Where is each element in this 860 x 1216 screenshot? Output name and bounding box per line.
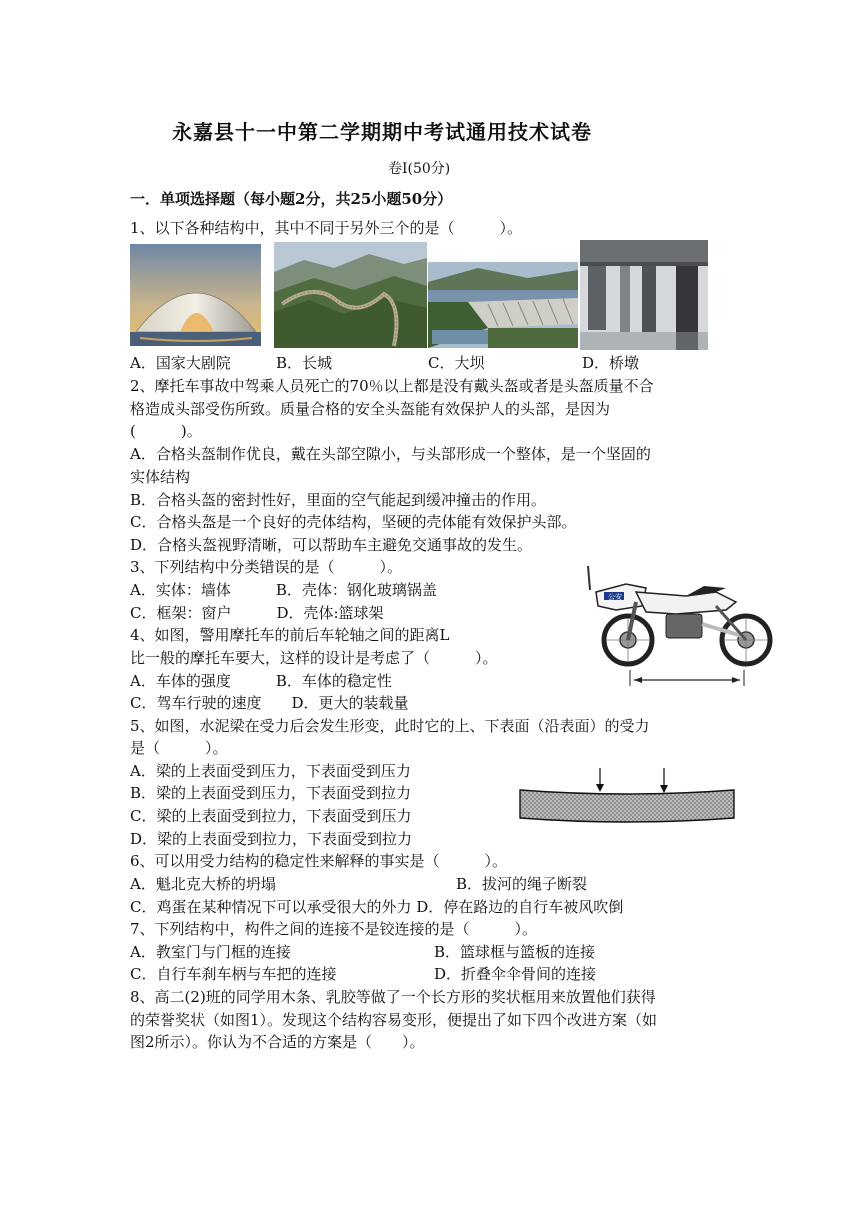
- q5-stem-line1: 5、如图，水泥梁在受力后会发生形变，此时它的上、下表面（沿表面）的受力: [130, 717, 650, 735]
- q1-option-d: D．桥墩: [582, 354, 640, 372]
- q2-stem-line1: 2、摩托车事故中驾乘人员死亡的70％以上都是没有戴头盔或者是头盔质量不合: [130, 377, 654, 395]
- q8-stem-line3: 图2所示）。你认为不合适的方案是（ ）。: [130, 1033, 425, 1051]
- q7-option-c: C．自行车刹车柄与车把的连接: [130, 965, 337, 983]
- q4-options-row2: C．驾车行驶的速度 D．更大的装载量: [130, 694, 409, 712]
- q7-stem: 7、下列结构中，构件之间的连接不是铰连接的是（ ）。: [130, 920, 538, 938]
- q5-option-d: D．梁的上表面受到拉力，下表面受到拉力: [130, 830, 413, 848]
- q7-option-b: B．篮球框与篮板的连接: [434, 943, 596, 961]
- q2-option-b: B．合格头盔的密封性好，里面的空气能起到缓冲撞击的作用。: [130, 491, 547, 509]
- q7-option-a: A．教室门与门框的连接: [130, 943, 291, 961]
- police-mark: 公安: [608, 593, 622, 601]
- q6-stem: 6、可以用受力结构的稳定性来解释的事实是（ ）。: [130, 852, 508, 870]
- dam-photo: [428, 262, 578, 348]
- great-wall-photo: [274, 242, 427, 348]
- q1-option-c: C．大坝: [428, 354, 485, 372]
- q2-option-d: D．合格头盔视野清晰，可以帮助车主避免交通事故的发生。: [130, 536, 533, 554]
- q4-stem-line1: 4、如图，警用摩托车的前后车轮轴之间的距离L: [130, 626, 450, 644]
- q6-option-a: A．魁北克大桥的坍塌: [130, 875, 276, 893]
- q5-stem-line2: 是（ ）。: [130, 739, 228, 757]
- police-motorcycle-figure: [576, 562, 776, 692]
- q3-stem: 3、下列结构中分类错误的是（ ）。: [130, 558, 403, 576]
- q3-options-row1: A．实体：墙体 B．壳体：钢化玻璃锅盖: [130, 581, 437, 599]
- section-heading: 一．单项选择题（每小题2分，共25小题50分）: [130, 190, 453, 208]
- bridge-pier-photo: [580, 240, 708, 350]
- q7-option-d: D．折叠伞伞骨间的连接: [434, 965, 597, 983]
- q5-option-c: C．梁的上表面受到拉力，下表面受到压力: [130, 807, 412, 825]
- q6-option-b: B．拔河的绳子断裂: [456, 875, 588, 893]
- q8-stem-line1: 8、高二(2)班的同学用木条、乳胶等做了一个长方形的奖状框用来放置他们获得: [130, 988, 656, 1006]
- concrete-beam-figure: [516, 764, 738, 830]
- q6-options-cd: C．鸡蛋在某种情况下可以承受很大的外力 D．停在路边的自行车被风吹倒: [130, 898, 624, 916]
- q2-stem-line2: 格造成头部受伤所致。质量合格的安全头盔能有效保护人的头部，是因为: [130, 400, 611, 418]
- q5-option-a: A．梁的上表面受到压力，下表面受到压力: [130, 762, 411, 780]
- q2-option-a-line2: 实体结构: [130, 468, 191, 486]
- q2-stem-line3: ( )。: [130, 422, 202, 440]
- q5-option-b: B．梁的上表面受到压力，下表面受到拉力: [130, 784, 412, 802]
- q4-options-row1: A．车体的强度 B．车体的稳定性: [130, 672, 392, 690]
- q1-stem: 1、以下各种结构中，其中不同于另外三个的是（ ）。: [130, 219, 523, 237]
- opera-house-photo: [130, 244, 261, 346]
- q4-stem-line2: 比一般的摩托车要大，这样的设计是考虑了（ ）。: [130, 649, 498, 667]
- q8-stem-line2: 的荣誉奖状（如图1）。发现这个结构容易变形，便提出了如下四个改进方案（如: [130, 1011, 658, 1029]
- q1-option-b: B．长城: [276, 354, 333, 372]
- q2-option-a-line1: A．合格头盔制作优良，戴在头部空隙小，与头部形成一个整体，是一个坚固的: [130, 445, 651, 463]
- page-title: 永嘉县十一中第二学期期中考试通用技术试卷: [172, 120, 592, 144]
- q1-option-a: A．国家大剧院: [130, 354, 231, 372]
- section-subtitle: 卷Ⅰ(50分): [388, 161, 451, 177]
- q2-option-c: C．合格头盔是一个良好的壳体结构，坚硬的壳体能有效保护头部。: [130, 513, 577, 531]
- q3-options-row2: C．框架：窗户 D．壳体:篮球架: [130, 604, 384, 622]
